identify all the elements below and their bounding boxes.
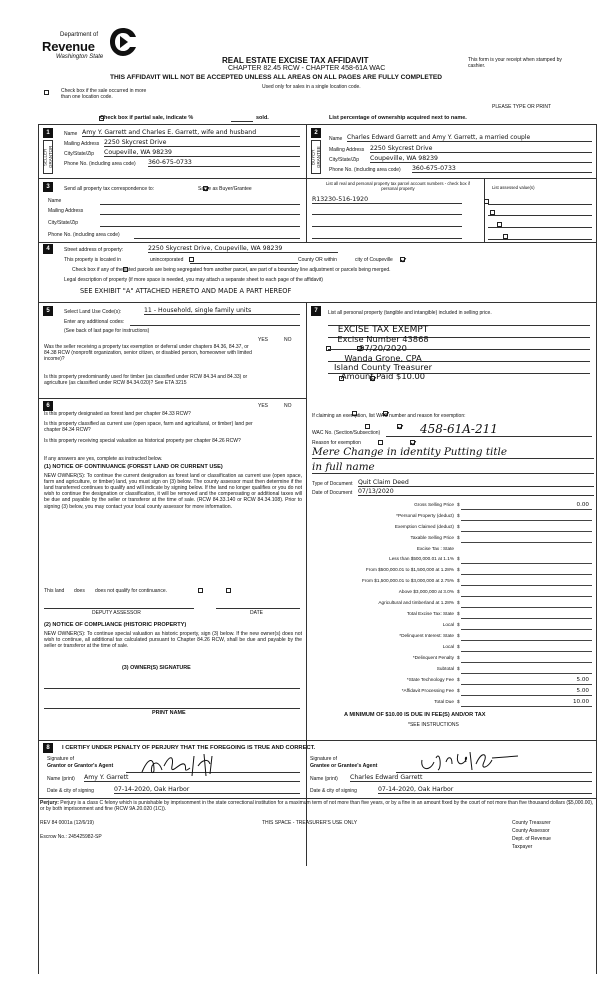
sec5-q1: Was the seller receiving a property tax exemption or deferral under chapters 84.36, 84.37, or 84.38 RCW (nonprofit organization, senior citizen, or disabled person, homeowner with limited income)? (44, 344, 252, 362)
gross-label: Gross Selling Price (414, 502, 454, 507)
total-excise-row (309, 611, 596, 620)
seller-phone[interactable]: 360-675-0733 (148, 159, 300, 167)
personal-deduct-row (309, 513, 596, 522)
seller-tag: SELLER GRANTOR (43, 140, 53, 174)
parcel-field-4[interactable] (312, 238, 462, 239)
section-7-number: 7 (311, 306, 321, 316)
tier1-field[interactable] (461, 563, 592, 564)
additional-codes-label: Enter any additional codes: (64, 319, 125, 325)
tier1-label: Less than $500,000.01 at 1.1% (389, 556, 454, 561)
owner-signature-line[interactable] (44, 688, 300, 689)
notice1-text: NEW OWNER(S): To continue the current designation as forest land or classification as current use (open space, farm and agriculture, or timber) land, you must sign on (3) below. The county assessor must then determine if the land transferred continues to qualify and will indicate by signing below. If the land no longer qualifies or you do not wish to continue the designation or classification, it will be removed and the compensating or additional taxes will be due and payable by the seller or transferor at the time of sale. (RCW 84.33.140 or RCW 84.34.108). Prior to signing (3) below, you may contact your local county assessor for more information. (44, 473, 302, 510)
gross-dollar: $ (457, 502, 460, 507)
local-label: Local (442, 622, 454, 627)
land-does-checkbox[interactable] (198, 588, 203, 593)
section-8-number: 8 (43, 743, 53, 753)
section-3-number: 3 (43, 182, 53, 192)
same-as-buyer-label: Same as Buyer/Grantee (198, 186, 252, 192)
reason-line-1[interactable]: Mere Change in identity Putting title (312, 446, 594, 459)
assessed-field-2[interactable] (488, 215, 592, 216)
tier1-row (309, 556, 596, 565)
copy-revenue-label: Dept. of Revenue (512, 836, 551, 842)
notice2-title: (2) NOTICE OF COMPLIANCE (HISTORIC PROPERTY) (44, 622, 187, 628)
buyer-tag: BUYER GRANTEE (311, 140, 321, 174)
deputy-date-label: DATE (250, 610, 263, 616)
excise-state-row (309, 546, 596, 555)
rev-number: REV 84 0001a (12/6/19) (40, 820, 94, 826)
seller-phone-label: Phone No. (including area code) (64, 161, 136, 167)
treasurer-only: THIS SPACE - TREASURER'S USE ONLY (262, 820, 358, 826)
local2-dollar: $ (457, 644, 460, 649)
corr-address-field[interactable] (100, 214, 300, 215)
deputy-assessor-line[interactable] (44, 608, 194, 609)
total-excise-field[interactable] (461, 618, 592, 619)
grantee-name-label: Name (print) (310, 776, 338, 782)
grantor-date-label: Date & city of signing (47, 788, 94, 794)
parcel-header: List all real and personal property tax parcel account numbers - check box if personal property (325, 181, 471, 192)
legal-description-label: Legal description of property (if more space is needed, you may attach a separate sheet to each page of the affidavit) (64, 277, 323, 283)
please-print: PLEASE TYPE OR PRINT (492, 104, 552, 110)
land-does-not-checkbox[interactable] (226, 588, 231, 593)
subtotal-field[interactable] (461, 673, 592, 674)
corr-city-field[interactable] (100, 226, 300, 227)
within-city-checkbox[interactable] (400, 257, 405, 262)
corr-address-label: Mailing Address (48, 208, 84, 214)
buyer-phone[interactable]: 360-675-0733 (412, 165, 592, 173)
subtotal-label: Subtotal (436, 666, 454, 671)
copy-taxpayer-label: Taxpayer (512, 844, 533, 850)
form-chapter: CHAPTER 82.45 RCW - CHAPTER 458-61A WAC (228, 65, 386, 72)
section-5-number: 5 (43, 306, 53, 316)
deputy-assessor-label: DEPUTY ASSESSOR (92, 610, 141, 616)
sec6-q2: Is this property classified as current use (open space, farm and agricultural, or timber) land per chapter 84.34 RCW? (44, 421, 253, 433)
assessed-field-3[interactable] (488, 227, 592, 228)
tier5-field[interactable] (461, 607, 592, 608)
tier2-row (309, 567, 596, 576)
taxable-label: Taxable Selling Price (410, 535, 454, 540)
subtotal-dollar: $ (457, 666, 460, 671)
land-use-label: Select Land Use Code(s): (64, 309, 122, 315)
form-warning: THIS AFFIDAVIT WILL NOT BE ACCEPTED UNLESS ALL AREAS ON ALL PAGES ARE FULLY COMPLETED (110, 74, 443, 81)
tier3-label: From $1,500,000.01 to $3,000,000 at 2.75% (362, 578, 454, 583)
grantee-signature-scribble (418, 748, 528, 774)
receipt-note: This form is your receipt when stamped by cashier. (468, 57, 562, 69)
wac-label: WAC No. (Section/Subsection) (312, 430, 381, 436)
total-due-dollar: $ (457, 699, 460, 704)
exemption-claimed-field[interactable] (461, 531, 592, 532)
sec6-no-label: NO (284, 403, 292, 409)
perjury-text: Perjury is a class C felony which is punishable by imprisonment in the state correctional institution for a maximum term of not more than five years, or by a fine in an amount fixed by the court of not more than five thousand dollars ($5,000.00), or by both imprisonment and fine (RCW 9A.20.020 (1C)). (40, 800, 594, 812)
corr-name-field[interactable] (100, 204, 300, 205)
sec6-if-yes: If any answers are yes, complete as instructed below. (44, 456, 163, 462)
state-tech-row (309, 677, 596, 686)
exemption-claimed-label: Exemption Claimed (deduct) (394, 524, 454, 529)
delinquent-interest-label: *Delinquent Interest: State (399, 633, 454, 638)
personal-deduct-label: *Personal Property (deduct) (396, 513, 454, 518)
delinquent-interest-row (309, 633, 596, 642)
exemption-claimed-dollar: $ (457, 524, 460, 529)
corr-name-label: Name (48, 198, 62, 204)
property-street[interactable]: 2250 Skycrest Drive, Coupeville, WA 98239 (148, 245, 338, 253)
county-or-label: County OR within (298, 257, 337, 263)
tier1-dollar: $ (457, 556, 460, 561)
gross-selling-row (309, 502, 596, 511)
stamp-line-5: Island County Treasurer (333, 361, 433, 372)
delinquent-penalty-label: *Delinquent Penalty (412, 655, 454, 660)
delinquent-interest-dollar: $ (457, 633, 460, 638)
tier2-dollar: $ (457, 567, 460, 572)
total-due-row (309, 699, 596, 708)
county-field[interactable] (190, 263, 298, 264)
taxable-field[interactable] (461, 542, 592, 543)
tier4-field[interactable] (461, 596, 592, 597)
date-line[interactable] (216, 608, 300, 609)
sec5-yes-label: YES (258, 337, 269, 343)
buyer-address-label: Mailing Address (329, 147, 365, 153)
unincorporated-checkbox[interactable] (189, 257, 194, 262)
total-excise-label: Total Excise Tax: State (406, 611, 454, 616)
see-instructions: *SEE INSTRUCTIONS (408, 722, 459, 728)
buyer-phone-label: Phone No. (including area code) (329, 167, 401, 173)
tier2-label: From $500,000.01 to $1,500,000 at 1.28% (365, 567, 454, 572)
total-due-label: Total Due (434, 699, 454, 704)
section-2-number: 2 (311, 128, 321, 138)
tier4-label: Above $3,000,000 at 3.0% (398, 589, 454, 594)
grantor-name-label: Name (print) (47, 776, 75, 782)
grantor-print-name[interactable]: Amy Y. Garrett (84, 774, 300, 782)
logo-line2: Revenue (42, 39, 95, 54)
logo-line3: Washington State (56, 54, 104, 60)
does-label: does (74, 588, 85, 594)
grantor-sig-label-1: Signature of (47, 756, 74, 762)
copy-assessor-label: County Assessor (512, 828, 550, 834)
parcel-field-2[interactable] (312, 214, 462, 215)
local-dollar: $ (457, 622, 460, 627)
logo-line1: Department of (60, 32, 99, 38)
seller-address-label: Mailing Address (64, 141, 100, 147)
owner-signature-label: (3) OWNER(S) SIGNATURE (122, 665, 191, 671)
corr-phone-label: Phone No. (including area code) (48, 232, 120, 238)
exemption-claim-label: If claiming an exemption, list WAC number and reason for exemption: (312, 413, 466, 419)
sec6-q1: Is this property designated as forest land per chapter 84.33 RCW? (44, 411, 191, 417)
total-due-value[interactable]: 10.00 (572, 699, 589, 705)
local-row (309, 622, 596, 631)
personal-deduct-dollar: $ (457, 513, 460, 518)
sold-label: sold. (256, 115, 269, 121)
affidavit-fee-value[interactable]: 5.00 (576, 688, 589, 694)
total-excise-dollar: $ (457, 611, 460, 616)
local2-label: Local (442, 644, 454, 649)
buyer-name[interactable]: Charles Edward Garrett and Amy Y. Garrett, a married couple (347, 134, 592, 142)
doc-date[interactable]: 07/13/2020 (358, 488, 594, 496)
delinquent-penalty-field[interactable] (461, 662, 592, 663)
city-of-label: city of Coupeville (355, 257, 393, 263)
delinquent-penalty-row (309, 655, 596, 664)
perjury-label: Perjury: (40, 800, 59, 806)
multi-location-checkbox[interactable] (44, 90, 49, 95)
local2-field[interactable] (461, 651, 592, 652)
dor-logo (42, 30, 152, 70)
segregated-note: Check box if any of the listed parcels are being segregated from another parcel, are part of a boundary line adjustment or parcels being merged. (72, 267, 391, 273)
grantor-sig-label-2: Grantor or Grantor's Agent (47, 763, 114, 769)
notice1-title: (1) NOTICE OF CONTINUANCE (FOREST LAND OR CURRENT USE) (44, 464, 223, 470)
personal-deduct-field[interactable] (461, 520, 592, 521)
delinquent-penalty-dollar: $ (457, 655, 460, 660)
reason-line-2[interactable]: in full name (312, 461, 594, 474)
grantee-print-name[interactable]: Charles Edward Garrett (350, 774, 592, 782)
grantee-sig-label-2: Grantee or Grantee's Agent (310, 763, 378, 769)
tier5-dollar: $ (457, 600, 460, 605)
doc-type[interactable]: Quit Claim Deed (358, 479, 594, 487)
buyer-city[interactable]: Coupeville, WA 98239 (370, 155, 592, 163)
grantee-sig-label-1: Signature of (310, 756, 337, 762)
land-use-code[interactable]: 11 - Household, single family units (144, 307, 300, 315)
state-tech-label: *State Technology Fee (406, 677, 454, 682)
affidavit-fee-row (309, 688, 596, 697)
tier5-row (309, 600, 596, 609)
multi-location-label: Check box if the sale occurred in more than one location code. (61, 88, 147, 100)
sec5-no-label: NO (284, 337, 292, 343)
grantee-date-city[interactable]: 07-14-2020, Oak Harbor (378, 786, 592, 794)
sec6-q2-yes[interactable] (365, 424, 370, 429)
single-location-note: Used only for sales in a single location code. (262, 84, 361, 90)
subtotal-row (309, 666, 596, 675)
stamp-line-6: Amount Paid $10.00 (340, 371, 426, 382)
located-in-label: This property is located in (64, 257, 121, 263)
grantor-date-city[interactable]: 07-14-2020, Oak Harbor (114, 786, 300, 794)
does-not-label: does not qualify for continuance. (95, 588, 167, 594)
stamp-line-4: Wanda Grone, CPA (344, 352, 422, 363)
percentage-ownership-label: List percentage of ownership acquired next to name. (329, 115, 467, 121)
reason-label: Reason for exemption (312, 440, 361, 446)
buyer-address[interactable]: 2250 Skycrest Drive (370, 145, 592, 153)
street-label: Street address of property: (64, 247, 124, 253)
affidavit-fee-dollar: $ (457, 688, 460, 693)
partial-sale-label: Check box if partial sale, indicate % (100, 115, 194, 121)
seller-city-label: City/State/Zip (64, 151, 95, 157)
seller-address[interactable]: 2250 Skycrest Drive (104, 139, 300, 147)
unincorporated-label: unincorporated (150, 257, 184, 263)
assessed-field-4[interactable] (488, 239, 592, 240)
stamp-line-2: Excise Number 43868 (337, 334, 429, 345)
copy-treasurer-label: County Treasurer (512, 820, 551, 826)
section-1-number: 1 (43, 128, 53, 138)
seller-name-label: Name (64, 131, 78, 137)
affidavit-fee-label: *Affidavit Processing Fee (401, 688, 454, 693)
tier5-label: Agricultural and timberland at 1.28% (378, 600, 454, 605)
sec6-q3-yes[interactable] (378, 440, 383, 445)
escrow-number: Escrow No.: 245425982-SP (40, 834, 102, 840)
excise-state-label: Excise Tax : State (416, 546, 454, 551)
print-name-line[interactable] (44, 708, 300, 709)
tier3-dollar: $ (457, 578, 460, 583)
additional-codes-field[interactable] (130, 325, 300, 326)
personal-property-label: List all personal property (tangible and intangible) included in selling price. (328, 310, 492, 316)
taxable-row (309, 535, 596, 544)
partial-sale-percent-field[interactable] (231, 121, 253, 122)
doc-date-label: Date of Document (312, 490, 353, 496)
tier4-row (309, 589, 596, 598)
excise-exempt-stamp (324, 325, 442, 381)
see-back-note: (See back of last page for instructions) (64, 328, 150, 334)
seller-name[interactable]: Amy Y. Garrett and Charles E. Garrett, wife and husband (82, 129, 300, 137)
doc-type-label: Type of Document (312, 481, 353, 487)
logo-emblem-icon (108, 26, 138, 58)
form-title: REAL ESTATE EXCISE TAX AFFIDAVIT (222, 56, 369, 65)
sec6-yes-label: YES (258, 403, 269, 409)
certify-statement: I CERTIFY UNDER PENALTY OF PERJURY THAT THE FOREGOING IS TRUE AND CORRECT. (62, 745, 316, 751)
legal-description[interactable]: SEE EXHIBIT "A" ATTACHED HERETO AND MADE A PART HEREOF (80, 287, 292, 295)
sec5-q2: Is this property predominantly used for timber (as classified under RCW 84.34 and 84.33) or agriculture (as classified under RCW 84.34.020)? See ETA 3215 (44, 374, 248, 386)
taxable-dollar: $ (457, 535, 460, 540)
sec6-q3: Is this property receiving special valuation as historical property per chapter 84.26 RCW? (44, 438, 241, 444)
minimum-due-note: A MINIMUM OF $10.00 IS DUE IN FEE(S) AND/OR TAX (344, 712, 486, 718)
stamp-line-3: 07/20/2020 (359, 343, 407, 354)
assessed-field-1[interactable] (488, 204, 592, 205)
section-6-number: 6 (43, 401, 53, 411)
local2-row (309, 644, 596, 653)
wac-number[interactable]: 458-61A-211 (386, 422, 592, 437)
section-4-number: 4 (43, 244, 53, 254)
state-tech-dollar: $ (457, 677, 460, 682)
print-name-label: PRINT NAME (152, 710, 186, 716)
tier2-field[interactable] (461, 574, 592, 575)
stamp-line-1: EXCISE TAX EXEMPT (337, 325, 429, 335)
send-correspondence-label: Send all property tax correspondence to: (64, 186, 155, 192)
parcel-field-3[interactable] (312, 226, 462, 227)
buyer-name-label: Name (329, 136, 343, 142)
gross-value[interactable]: 0.00 (576, 502, 589, 508)
corr-phone-field[interactable] (134, 238, 300, 239)
delinquent-interest-field[interactable] (461, 640, 592, 641)
tier3-field[interactable] (461, 585, 592, 586)
sec6-q3-no[interactable] (410, 440, 415, 445)
assessed-header: List assessed value(s) (492, 185, 535, 190)
exemption-claimed-row (309, 524, 596, 533)
notice2-text: NEW OWNER(S): To continue special valuation as historic property, sign (3) below. If the new owner(s) does not wish to continue, all additional tax calculated pursuant to Chapter 84.26 RCW, shall be due and payable by the seller or transferor at the time of sale. (44, 631, 302, 650)
seller-city[interactable]: Coupeville, WA 98239 (104, 149, 300, 157)
grantee-date-label: Date & city of signing (310, 788, 357, 794)
corr-city-label: City/State/Zip (48, 220, 79, 226)
tier4-dollar: $ (457, 589, 460, 594)
buyer-city-label: City/State/Zip (329, 157, 360, 163)
parcel-number[interactable]: R13230-516-1920 (312, 196, 462, 204)
local-field[interactable] (461, 629, 592, 630)
state-tech-value[interactable]: 5.00 (576, 677, 589, 683)
perjury-notice (40, 800, 594, 812)
tier3-row (309, 578, 596, 587)
this-land-label: This land (44, 588, 65, 594)
